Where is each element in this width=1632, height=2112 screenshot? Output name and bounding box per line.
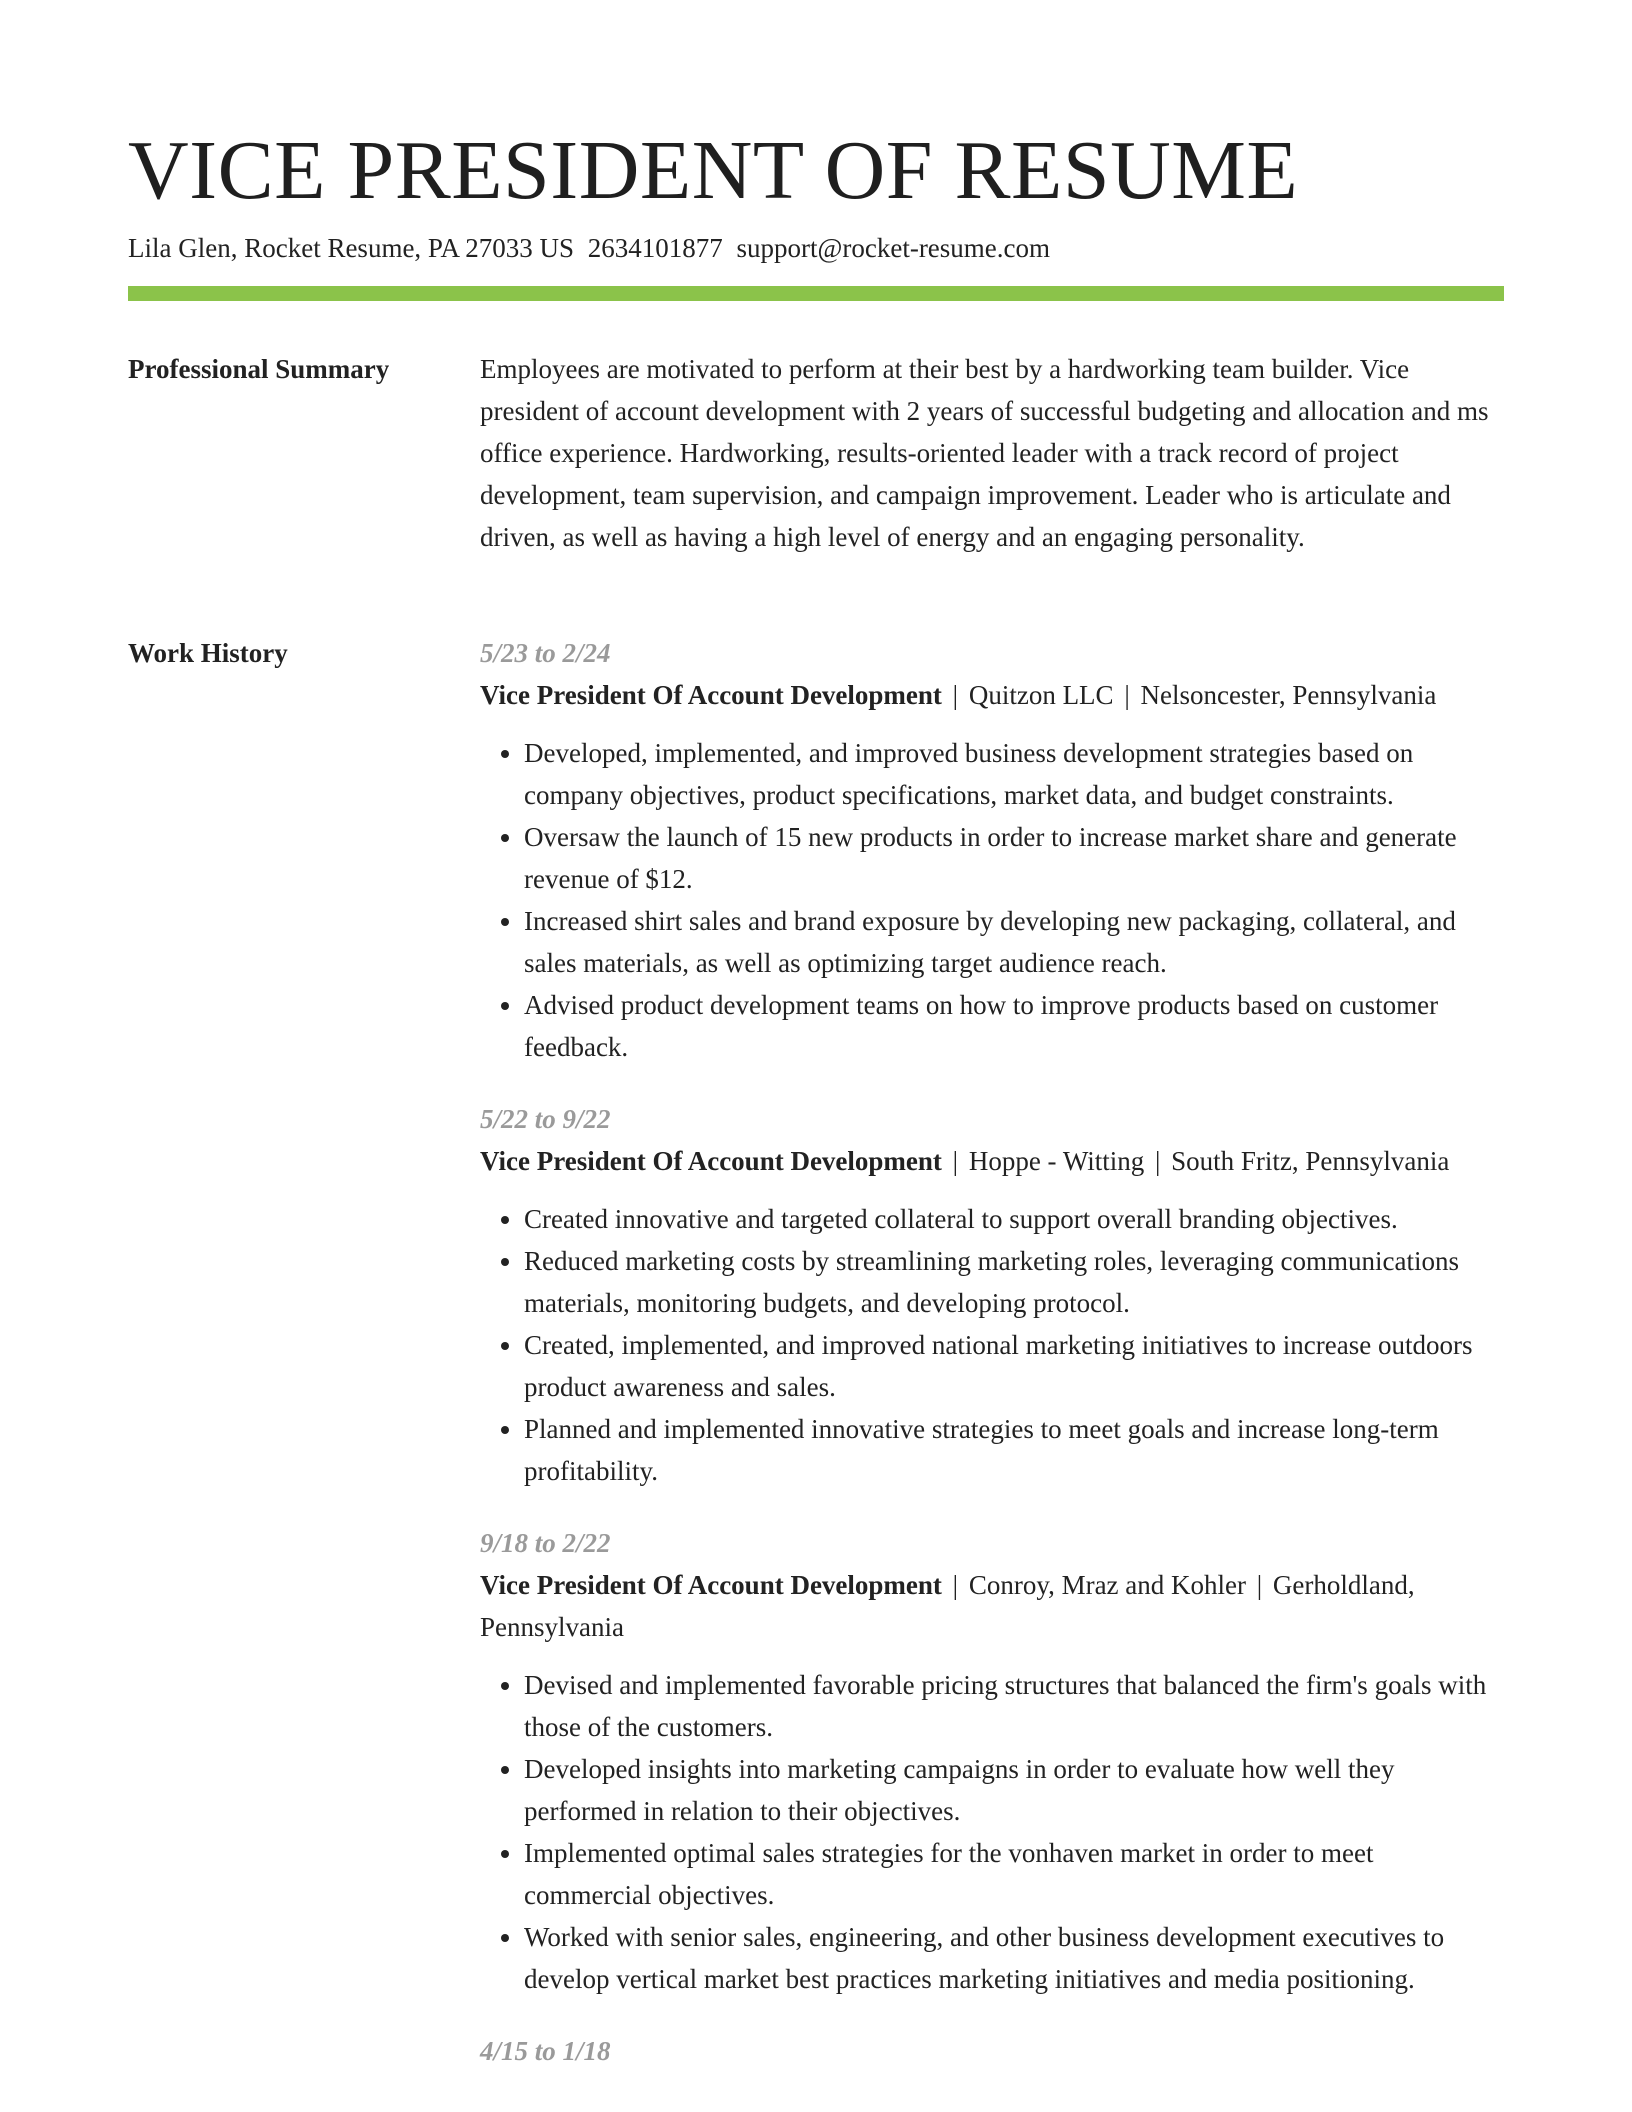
job-title: Vice President Of Account Development — [480, 1570, 942, 1600]
job-bullet-list — [480, 1664, 1504, 2000]
job-heading — [480, 1564, 1504, 1648]
job-entry — [480, 2030, 1504, 2072]
job-bullet: • Developed, implemented, and improved business development strategies based on company objectives, product specifications, market data, and budget constraints. — [524, 732, 1504, 816]
job-heading — [480, 674, 1504, 716]
job-company: Hoppe - Witting — [968, 1146, 1145, 1176]
job-bullet-list — [480, 732, 1504, 1068]
separator: | — [945, 1146, 965, 1176]
job-bullet: • Increased shirt sales and brand exposure by developing new packaging, collateral, and sales materials, as well as optimizing target audience reach. — [524, 900, 1504, 984]
job-bullet-list — [480, 1198, 1504, 1492]
job-bullet: • Planned and implemented innovative strategies to meet goals and increase long-term profitability. — [524, 1408, 1504, 1492]
job-bullet: • Created innovative and targeted collateral to support overall branding objectives. — [524, 1198, 1504, 1240]
work-history-body — [480, 632, 1504, 2102]
job-company: Conroy, Mraz and Kohler — [968, 1570, 1246, 1600]
separator: | — [945, 1570, 965, 1600]
job-title: Vice President Of Account Development — [480, 1146, 942, 1176]
job-bullet: • Worked with senior sales, engineering, and other business development executives to develop vertical market best practices marketing initiatives and media positioning. — [524, 1916, 1504, 2000]
job-dates: 5/23 to 2/24 — [480, 638, 611, 668]
job-entry — [480, 632, 1504, 1068]
job-dates: 4/15 to 1/18 — [480, 2036, 611, 2066]
separator: | — [1148, 1146, 1168, 1176]
separator: | — [945, 680, 965, 710]
job-dates: 9/18 to 2/22 — [480, 1528, 611, 1558]
resume-title: VICE PRESIDENT OF RESUME — [128, 124, 1299, 217]
job-bullet: • Developed insights into marketing campaigns in order to evaluate how well they performed in relation to their objectives. — [524, 1748, 1504, 1832]
job-bullet: • Implemented optimal sales strategies for the vonhaven market in order to meet commercial objectives. — [524, 1832, 1504, 1916]
contact-line — [128, 230, 1050, 266]
job-location: South Fritz, Pennsylvania — [1171, 1146, 1450, 1176]
accent-divider — [128, 286, 1504, 301]
job-bullet: • Reduced marketing costs by streamlining marketing roles, leveraging communications materials, monitoring budgets, and developing protocol. — [524, 1240, 1504, 1324]
job-bullet: • Advised product development teams on how to improve products based on customer feedback. — [524, 984, 1504, 1068]
contact-email: support@rocket-resume.com — [736, 233, 1051, 263]
job-entry — [480, 1098, 1504, 1492]
summary-text: Employees are motivated to perform at their best by a hardworking team builder. Vice president of account development with 2 years of successful budgeting and allocation and ms office experience. Hardworking, results-oriented leader with a track record of project development, team supervision, and campaign improvement. Leader who is articulate and driven, as well as having a high level of energy and an engaging personality. — [480, 354, 1489, 552]
job-location: Nelsoncester, Pennsylvania — [1140, 680, 1437, 710]
job-company: Quitzon LLC — [968, 680, 1114, 710]
job-location: Gerholdland, Pennsylvania — [480, 1570, 1415, 1642]
summary-body — [480, 348, 1504, 558]
job-dates: 5/22 to 9/22 — [480, 1104, 611, 1134]
contact-phone: 2634101877 — [587, 233, 723, 263]
job-bullet: • Oversaw the launch of 15 new products in order to increase market share and generate revenue of $12. — [524, 816, 1504, 900]
job-title: Vice President Of Account Development — [480, 680, 942, 710]
contact-address: Lila Glen, Rocket Resume, PA 27033 US — [128, 233, 574, 263]
section-label-work-history: Work History — [128, 638, 288, 668]
job-bullet: • Created, implemented, and improved national marketing initiatives to increase outdoors product awareness and sales. — [524, 1324, 1504, 1408]
separator: | — [1250, 1570, 1269, 1600]
separator: | — [1117, 680, 1137, 710]
section-label-summary: Professional Summary — [128, 354, 390, 384]
job-entry — [480, 1522, 1504, 2000]
job-bullet: • Devised and implemented favorable pricing structures that balanced the firm's goals with those of the customers. — [524, 1664, 1504, 1748]
job-heading — [480, 1140, 1504, 1182]
